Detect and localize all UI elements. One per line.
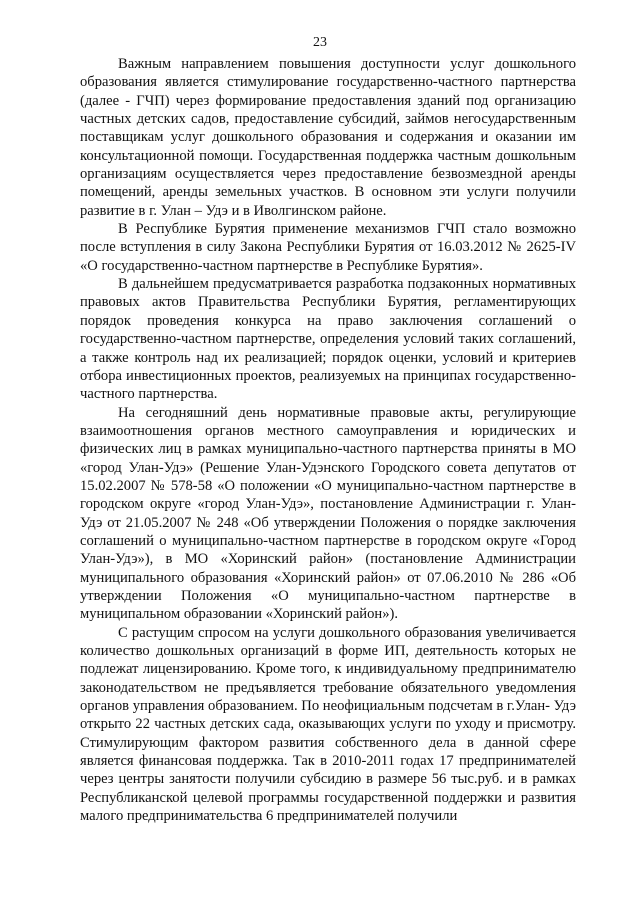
paragraph-gchp-direction: Важным направлением повышения доступности услуг дошкольного образования является стимулирование государственно-частного партнерства (далее - ГЧП) через формирование предоставления зданий под организацию частных детских садов, предоставление субсидий, займов негосударственным поставщикам услуг дошкольного образования и содержания и оказании им консультационной помощи. Государственная поддержка частным дошкольным организациям осуществляется через предоставление безвозмездной аренды помещений, аренды земельных участков. В основном эти услуги получили развитие в г. Улан – Удэ и в Иволгинском районе.: [80, 56, 576, 219]
paragraph-buryatia-law: В Республике Бурятия применение механизмов ГЧП стало возможно после вступления в силу Закона Республики Бурятия от 16.03.2012 № 2625-IV «О государственно-частном партнерстве в Республике Бурятия».: [80, 221, 576, 274]
body-text: [80, 55, 576, 825]
paragraph-future-regulations: В дальнейшем предусматривается разработка подзаконных нормативных правовых актов Правительства Республики Бурятия, регламентирующих порядок проведения конкурса на право заключения соглашений о государственно-частном партнерстве, определения условий таких соглашений, а также контроль над их реализацией; порядок оценки, условий и критериев отбора инвестиционных проектов, реализуемых на принципах государственно-частного партнерства.: [80, 276, 576, 403]
paragraph-municipal-acts: На сегодняшний день нормативные правовые акты, регулирующие взаимоотношения органов местного самоуправления и юридических и физических лиц в рамках муниципально-частного партнерства приняты в МО «город Улан-Удэ» (Решение Улан-Удэнского Городского совета депутатов от 15.02.2007 № 578-58 «О положении «О муниципально-частном партнерстве в городском округе «город Улан-Удэ», постановление Администрации г. Улан-Удэ от 21.05.2007 № 248 «Об утверждении Положения о порядке заключения соглашений о муниципально-частном партнерстве в городском округе «Город Улан-Удэ»), в МО «Хоринский район» (постановление Администрации муниципального образования «Хоринский район» от 07.06.2010 № 286 «Об утверждении Положения «О муниципально-частном партнерстве в муниципальном образовании «Хоринский район»).: [80, 404, 576, 623]
paragraph-private-kindergartens: С растущим спросом на услуги дошкольного образования увеличивается количество дошкольных организаций в форме ИП, деятельность которых не подлежат лицензированию. Кроме того, к индивидуальному предпринимателю законодательством не предъявляется требование обязательного уведомления органов управления образованием. По неофициальным подсчетам в г.Улан- Удэ открыто 22 частных детских сада, оказывающих услуги по уходу и присмотру. Стимулирующим фактором развития собственного дела в данной сфере является финансовая поддержка. Так в 2010-2011 годах 17 предпринимателей через центры занятости получили субсидию в размере 56 тыс.руб. и в рамках Республиканской целевой программы государственной поддержки и развития малого предпринимательства 6 предпринимателей получили: [80, 624, 576, 825]
page-number: 23: [313, 35, 327, 50]
